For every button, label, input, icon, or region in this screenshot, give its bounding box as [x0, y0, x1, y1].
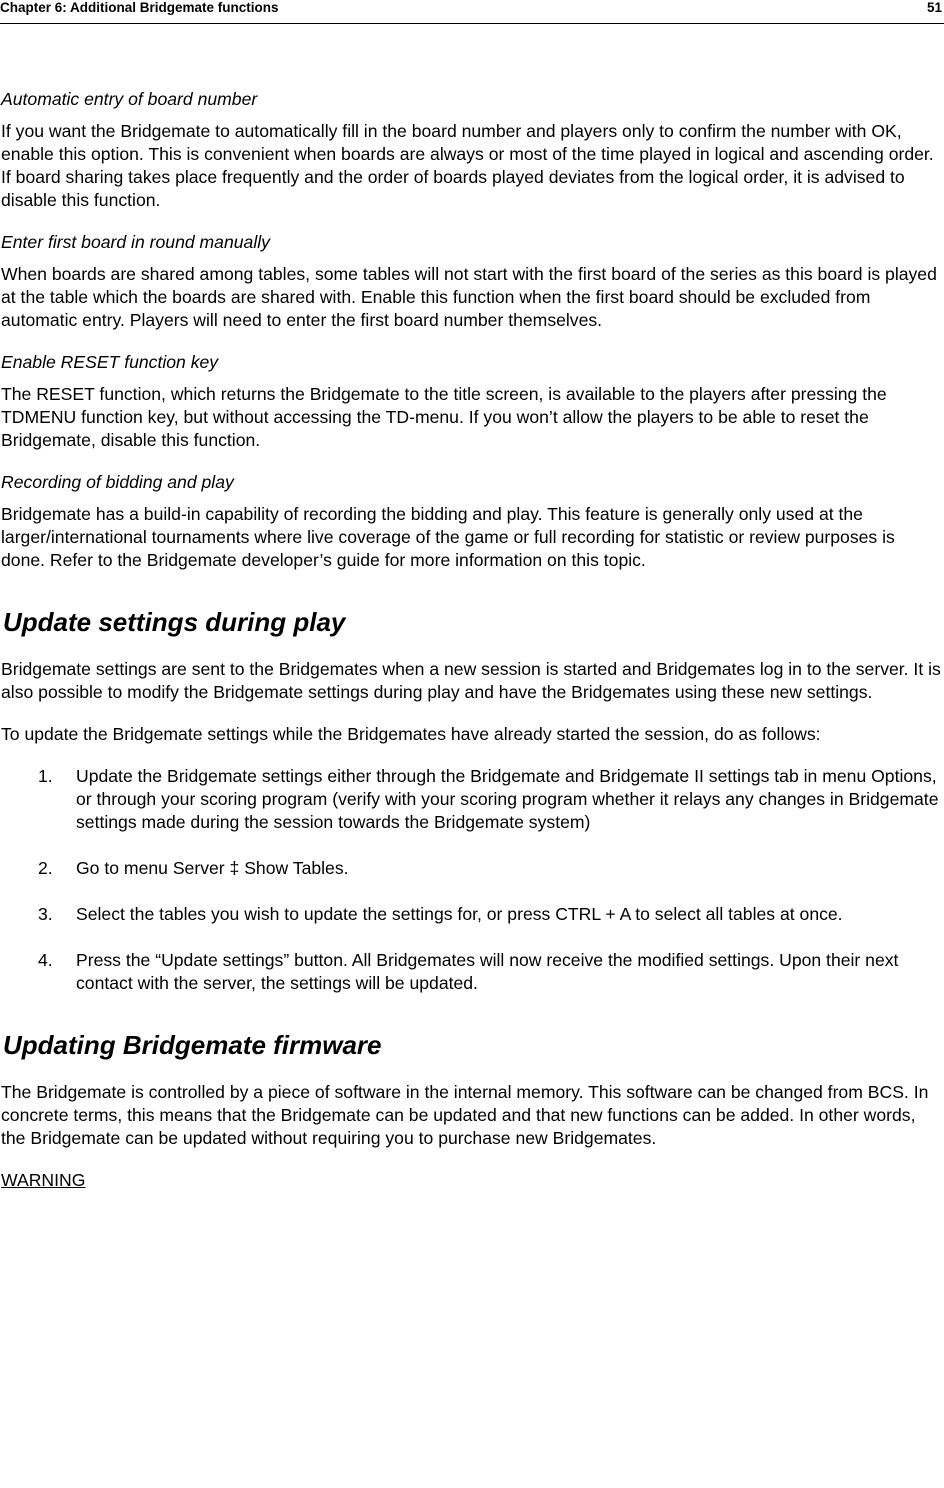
list-item: [1, 765, 942, 834]
paragraph-firmware: The Bridgemate is controlled by a piece of software in the internal memory. This software can be changed from BCS. In concrete terms, this means that the Bridgemate can be updated and that new functions can be added. In other words, the Bridgemate can be updated without requiring you to purchase new Bridgemates.: [1, 1082, 929, 1148]
list-item: [1, 857, 942, 880]
page-header: [0, 0, 944, 24]
paragraph-first-board: When boards are shared among tables, some tables will not start with the first board of the series as this board is played at the table which the boards are shared with. Enable this function when the first board should be excluded from automatic entry. Players will need to enter the first board number themselves.: [1, 264, 937, 330]
subheading-reset-key: Enable RESET function key: [1, 352, 219, 372]
subheading-auto-entry: Automatic entry of board number: [1, 89, 258, 109]
list-item-text: Update the Bridgemate settings either through the Bridgemate and Bridgemate II settings tab in menu Options, or through your scoring program (verify with your scoring program whether it relays any changes in Bridgemate settings made during the session towards the Bridgemate system): [76, 766, 939, 832]
update-steps-list: [1, 765, 942, 995]
paragraph-update-intro: Bridgemate settings are sent to the Bridgemates when a new session is started and Bridgemates log in to the server. It is also possible to modify the Bridgemate settings during play and have the Bridgemates using these new settings.: [1, 659, 941, 702]
subheading-recording: Recording of bidding and play: [1, 472, 234, 492]
paragraph-update-lead: To update the Bridgemate settings while the Bridgemates have already started the session, do as follows:: [1, 724, 821, 744]
paragraph-auto-entry: If you want the Bridgemate to automatically fill in the board number and players only to confirm the number with OK, enable this option. This is convenient when boards are always or most of the time played in logical and ascending order. If board sharing takes place frequently and the order of boards played deviates from the logical order, it is advised to disable this function.: [1, 121, 934, 210]
list-item: [1, 949, 942, 995]
heading-update-settings: Update settings during play: [3, 607, 346, 637]
list-item-text: Go to menu Server ‡ Show Tables.: [76, 858, 349, 878]
page-number: 51: [926, 0, 942, 15]
paragraph-reset-key: The RESET function, which returns the Bridgemate to the title screen, is available to the players after pressing the TDMENU function key, but without accessing the TD-menu. If you won’t allow the players to be able to reset the Bridgemate, disable this function.: [1, 384, 887, 450]
warning-label: WARNING: [1, 1170, 86, 1190]
list-item: [1, 903, 942, 926]
paragraph-recording: Bridgemate has a build-in capability of recording the bidding and play. This feature is generally only used at the larger/international tournaments where live coverage of the game or full recording for statistic or review purposes is done. Refer to the Bridgemate developer’s guide for more information on this topic.: [1, 504, 895, 570]
heading-firmware: Updating Bridgemate firmware: [3, 1030, 382, 1060]
list-item-number: 2.: [38, 858, 53, 878]
list-item-text: Press the “Update settings” button. All Bridgemates will now receive the modified settings. Upon their next contact with the server, the settings will be updated.: [76, 950, 899, 993]
list-item-number: 1.: [38, 766, 53, 786]
list-item-number: 4.: [38, 950, 53, 970]
chapter-title: Chapter 6: Additional Bridgemate functions: [0, 0, 279, 15]
page-content: [1, 88, 942, 1192]
list-item-number: 3.: [38, 904, 53, 924]
subheading-first-board: Enter first board in round manually: [1, 232, 270, 252]
list-item-text: Select the tables you wish to update the settings for, or press CTRL + A to select all tables at once.: [76, 904, 843, 924]
